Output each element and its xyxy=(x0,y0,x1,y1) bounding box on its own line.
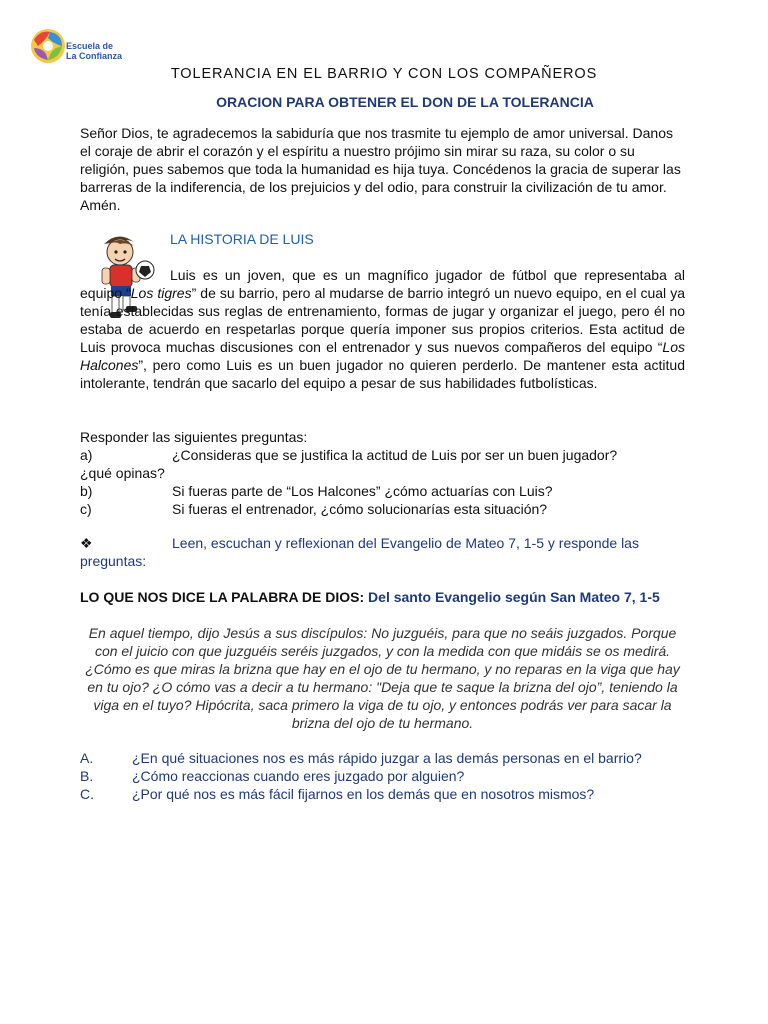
logo-text xyxy=(66,41,122,61)
page-title: TOLERANCIA EN EL BARRIO Y CON LOS COMPAÑEROS xyxy=(170,66,598,82)
final-question-text: ¿Por qué nos es más fácil fijarnos en los demás que en nosotros mismos? xyxy=(132,786,595,802)
final-question-label: B. xyxy=(80,768,94,784)
final-question-text: ¿En qué situaciones nos es más rápido juzgar a las demás personas en el barrio? xyxy=(132,750,642,766)
hands-logo-icon xyxy=(28,26,68,66)
question-label: a) xyxy=(80,447,93,463)
questions-list xyxy=(80,446,685,518)
team-name-halcones: Los Halcones xyxy=(80,339,685,373)
final-question-label: A. xyxy=(80,750,94,766)
question-label: c) xyxy=(80,501,92,517)
questions-intro: Responder las siguientes preguntas: xyxy=(80,429,308,445)
final-question-label: C. xyxy=(80,786,94,802)
instruction-line-2: preguntas: xyxy=(80,553,147,569)
gospel-source: Del santo Evangelio según San Mateo 7, 1-5 xyxy=(368,589,660,605)
story-text xyxy=(80,266,685,392)
diamond-bullet-icon: ❖ xyxy=(80,535,93,551)
story-heading: LA HISTORIA DE LUIS xyxy=(170,231,314,247)
final-question-text: ¿Cómo reaccionas cuando eres juzgado por alguien? xyxy=(132,768,465,784)
story-part-2: ” de su barrio, pero al mudarse de barrio integró un nuevo equipo, en el cual ya tenía establecidas sus reglas de entrenamiento, formas de jugar y organizar el juego, pero él no estaba de acuerdo en respetarlas porque quería imponer sus propios criterios. Esta actitud de Luis provoca muchas discusiones con el entrenador y sus nuevos compañeros del equipo “ xyxy=(80,285,685,355)
logo-line-2: La Confianza xyxy=(66,51,123,61)
gospel-header xyxy=(80,588,685,606)
gospel-heading: LO QUE NOS DICE LA PALABRA DE DIOS: xyxy=(80,589,365,605)
logo-line-1: Escuela de xyxy=(66,41,114,51)
question-text: ¿Consideras que se justifica la actitud de Luis por ser un buen jugador? xyxy=(172,447,618,463)
question-text: Si fueras el entrenador, ¿cómo solucionarías esta situación? xyxy=(172,501,548,517)
team-name-tigres: Los tigres xyxy=(130,285,192,301)
gospel-text: En aquel tiempo, dijo Jesús a sus discípulos: No juzguéis, para que no seáis juzgados. Porque con el juicio con que juzguéis seréis juzgados, y con la medida con que midáis se os medirá. ¿Cómo es que miras la brizna que hay en el ojo de tu hermano, y no reparas en la viga que hay en tu ojo? ¿O cómo vas a decir a tu hermano: "Deja que te saque la brizna del ojo”, teniendo la viga en el tuyo? Hipócrita, saca primero la viga de tu ojo, y entonces podrás ver para sacar la brizna del ojo de tu hermano. xyxy=(85,625,680,731)
prayer-title: ORACION PARA OBTENER EL DON DE LA TOLERANCIA xyxy=(216,94,594,110)
question-continuation: ¿qué opinas? xyxy=(80,465,165,481)
instruction-line-1: Leen, escuchan y reflexionan del Evangelio de Mateo 7, 1-5 y responde las xyxy=(172,535,639,551)
question-label: b) xyxy=(80,483,93,499)
story-part-1: Luis es un joven, que es un magnífico jugador de fútbol que representaba al equipo “ xyxy=(80,267,685,301)
story-part-3: ”, pero como Luis es un buen jugador no quieren perderlo. De mantener esta actitud intolerante, tendrán que sacarlo del equipo a pesar de sus habilidades futbolísticas. xyxy=(80,357,685,391)
question-text: Si fueras parte de “Los Halcones” ¿cómo actuarías con Luis? xyxy=(172,483,553,499)
prayer-text: Señor Dios, te agradecemos la sabiduría que nos trasmite tu ejemplo de amor universal. Danos el coraje de abrir el corazón y el espíritu a nuestro prójimo sin mirar su raza, su color o su religión, pues sabemos que toda la humanidad es hija tuya. Concédenos la gracia de superar las barreras de la indiferencia, de los prejuicios y del odio, para construir la civilización de tu amor. Amén. xyxy=(80,125,681,213)
